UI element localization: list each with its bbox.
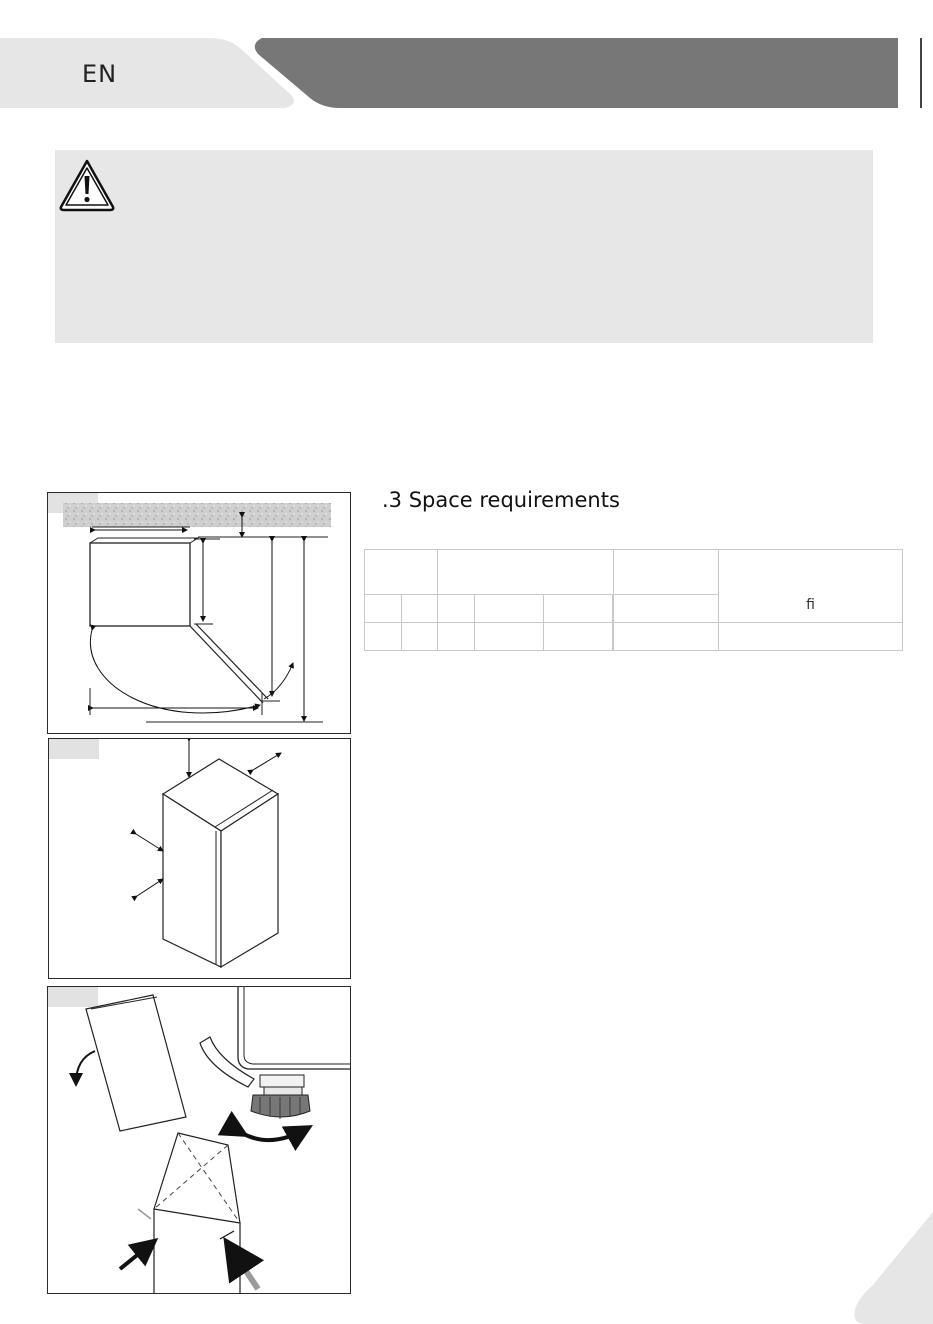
- table-cell: [614, 550, 719, 595]
- table-cell: [438, 595, 475, 623]
- table-cell: [365, 550, 438, 595]
- page-corner-tab: [852, 1212, 933, 1324]
- figure-ventilation-clearance: [48, 738, 351, 979]
- language-label: EN: [82, 60, 118, 88]
- table-cell: [614, 595, 719, 623]
- figure-levelling: [47, 986, 351, 1294]
- table-cell-symbol: ﬁ: [719, 550, 903, 623]
- table-cell: [614, 623, 719, 651]
- space-requirements-table: [364, 549, 903, 651]
- figure-door-clearance: [47, 492, 351, 734]
- fridge-clearance-diagram: [49, 739, 350, 978]
- table-cell: [544, 623, 613, 651]
- levelling-diagram: [48, 987, 350, 1293]
- warning-triangle-icon: [58, 158, 116, 212]
- door-clearance-diagram: [48, 493, 350, 733]
- warning-box: [55, 150, 873, 343]
- table-cell: [544, 595, 613, 623]
- table-cell: [365, 623, 402, 651]
- table-cell: [438, 550, 614, 595]
- table-cell: [475, 623, 544, 651]
- header-edge-rule: [920, 38, 922, 108]
- table-cell: [475, 595, 544, 623]
- table-row: [365, 623, 903, 651]
- table-row: [365, 550, 903, 595]
- table-cell: [402, 595, 438, 623]
- table-cell: [365, 595, 402, 623]
- table-cell: [402, 623, 438, 651]
- section-title: .3 Space requirements: [382, 488, 620, 512]
- table-cell: [719, 623, 903, 651]
- header-bar: [250, 38, 898, 108]
- table-cell: [438, 623, 475, 651]
